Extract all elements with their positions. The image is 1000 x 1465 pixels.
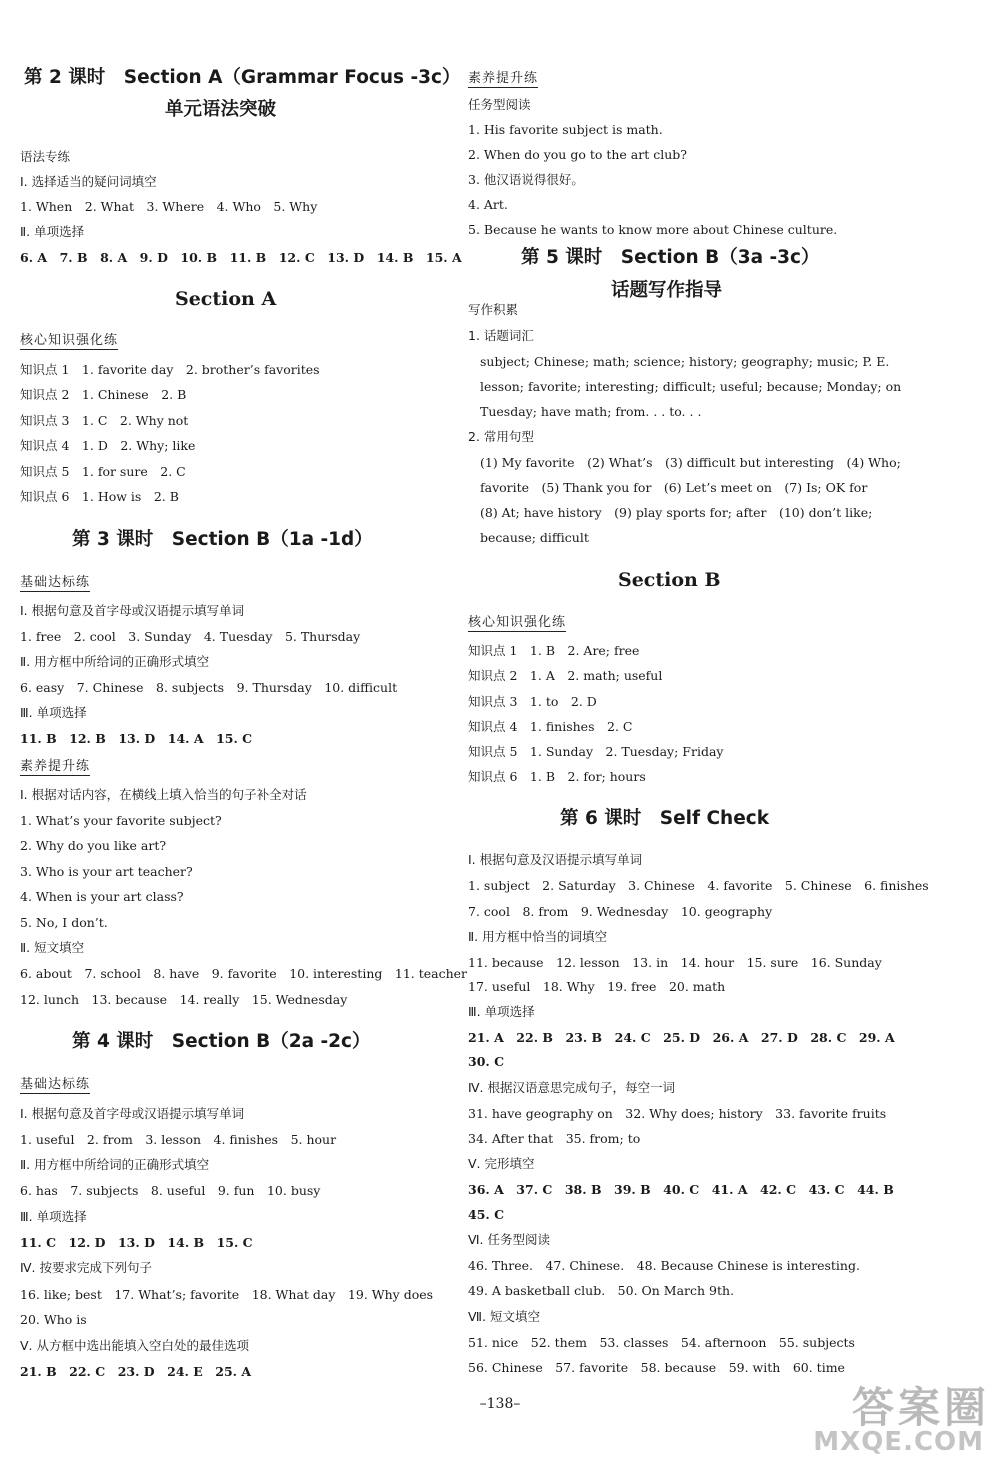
answer-line: 1. When 2. What 3. Where 4. Who 5. Why <box>20 199 318 214</box>
exercise-title: 1. 话题词汇 <box>468 328 534 343</box>
answer-line: subject; Chinese; math; science; history; geography; music; P. E. <box>480 354 890 369</box>
answer-line: 45. C <box>468 1207 505 1222</box>
core-knowledge-label: 核心知识强化练 <box>468 615 567 630</box>
exercise-title: Ⅶ. 短文填空 <box>468 1309 540 1324</box>
answer-line: 11. B 12. B 13. D 14. A 15. C <box>20 731 253 746</box>
answer-line: because; difficult <box>480 530 589 545</box>
page-number: –138– <box>479 1396 521 1412</box>
watermark-text: 答案圈 <box>851 1383 990 1432</box>
answer-line: 21. A 22. B 23. B 24. C 25. D 26. A 27. D 28. C 29. A <box>468 1030 895 1045</box>
exercise-title: Ⅱ. 用方框中恰当的词填空 <box>468 929 608 944</box>
answer-line: 56. Chinese 57. favorite 58. because 59. with 60. time <box>468 1360 845 1375</box>
lesson-2-subheading: 单元语法突破 <box>165 99 277 120</box>
exercise-title: Ⅴ. 完形填空 <box>468 1156 535 1171</box>
knowledge-point-line: 知识点 1 1. B 2. Are; free <box>468 643 640 658</box>
exercise-title: Ⅱ. 短文填空 <box>20 940 85 955</box>
exercise-title: Ⅲ. 单项选择 <box>20 705 87 720</box>
answer-line: 1. free 2. cool 3. Sunday 4. Tuesday 5. Thursday <box>20 629 361 644</box>
knowledge-point-line: 知识点 2 1. Chinese 2. B <box>20 387 187 402</box>
exercise-title: Ⅴ. 从方框中选出能填入空白处的最佳选项 <box>20 1338 249 1353</box>
basic-practice-label: 基础达标练 <box>20 575 91 590</box>
answer-line: 11. because 12. lesson 13. in 14. hour 15. sure 16. Sunday <box>468 955 882 970</box>
exercise-title: Ⅰ. 根据对话内容，在横线上填入恰当的句子补全对话 <box>20 787 307 802</box>
exercise-title: Ⅲ. 单项选择 <box>20 1209 87 1224</box>
answer-line: 6. A 7. B 8. A 9. D 10. B 11. B 12. C 13. D 14. B 15. A <box>20 250 462 265</box>
answer-line: 12. lunch 13. because 14. really 15. Wednesday <box>20 992 348 1007</box>
lesson-3-heading: 第 3 课时 Section B（1a -1d） <box>72 529 373 550</box>
section-a-heading: Section A <box>175 288 277 310</box>
lesson-4-heading: 第 4 课时 Section B（2a -2c） <box>72 1031 371 1052</box>
watermark-url: MXQE.COM <box>813 1427 984 1457</box>
answer-line: 5. Because he wants to know more about Chinese culture. <box>468 222 838 237</box>
knowledge-point-line: 知识点 4 1. finishes 2. C <box>468 719 633 734</box>
task-reading-label: 任务型阅读 <box>468 97 531 112</box>
exercise-title: Ⅰ. 根据句意及汉语提示填写单词 <box>468 852 643 867</box>
knowledge-point-line: 知识点 5 1. Sunday 2. Tuesday; Friday <box>468 744 724 759</box>
exercise-title: Ⅱ. 用方框中所给词的正确形式填空 <box>20 1157 210 1172</box>
grammar-practice-label: 语法专练 <box>20 149 71 164</box>
answer-line: 20. Who is <box>20 1312 87 1327</box>
basic-practice-label: 基础达标练 <box>20 1077 91 1092</box>
answer-line: 6. has 7. subjects 8. useful 9. fun 10. busy <box>20 1183 321 1198</box>
answer-line: 1. What’s your favorite subject? <box>20 813 222 828</box>
answer-line: 4. Art. <box>468 197 508 212</box>
answer-line: lesson; favorite; interesting; difficult; useful; because; Monday; on <box>480 379 902 394</box>
answer-line: 31. have geography on 32. Why does; history 33. favorite fruits <box>468 1106 887 1121</box>
lesson-6-heading: 第 6 课时 Self Check <box>560 808 770 829</box>
lesson-5-subheading: 话题写作指导 <box>611 280 723 301</box>
answer-line: 11. C 12. D 13. D 14. B 15. C <box>20 1235 253 1250</box>
exercise-title: Ⅰ. 选择适当的疑问词填空 <box>20 174 157 189</box>
knowledge-point-line: 知识点 3 1. C 2. Why not <box>20 413 189 428</box>
answer-line: 3. Who is your art teacher? <box>20 864 193 879</box>
answer-line: 1. His favorite subject is math. <box>468 122 663 137</box>
literacy-practice-label: 素养提升练 <box>20 759 91 774</box>
exercise-title: Ⅳ. 按要求完成下列句子 <box>20 1260 152 1275</box>
answer-line: 49. A basketball club. 50. On March 9th. <box>468 1283 735 1298</box>
knowledge-point-line: 知识点 4 1. D 2. Why; like <box>20 438 196 453</box>
answer-line: 36. A 37. C 38. B 39. B 40. C 41. A 42. C 43. C 44. B <box>468 1182 894 1197</box>
knowledge-point-line: 知识点 2 1. A 2. math; useful <box>468 668 663 683</box>
exercise-title: 2. 常用句型 <box>468 429 534 444</box>
answer-line: 30. C <box>468 1054 505 1069</box>
answer-line: 16. like; best 17. What’s; favorite 18. What day 19. Why does <box>20 1287 434 1302</box>
exercise-title: Ⅱ. 单项选择 <box>20 224 85 239</box>
watermark-logo <box>760 1375 990 1457</box>
knowledge-point-line: 知识点 3 1. to 2. D <box>468 694 597 709</box>
answer-line: (1) My favorite (2) What’s (3) difficult but interesting (4) Who; <box>480 455 901 470</box>
knowledge-point-line: 知识点 6 1. How is 2. B <box>20 489 179 504</box>
answer-line: 21. B 22. C 23. D 24. E 25. A <box>20 1364 252 1379</box>
exercise-title: Ⅳ. 根据汉语意思完成句子，每空一词 <box>468 1080 675 1095</box>
answer-line: 17. useful 18. Why 19. free 20. math <box>468 979 726 994</box>
answer-line: 2. Why do you like art? <box>20 838 167 853</box>
answer-line: 51. nice 52. them 53. classes 54. afternoon 55. subjects <box>468 1335 855 1350</box>
answer-line: (8) At; have history (9) play sports for; after (10) don’t like; <box>480 505 873 520</box>
exercise-title: Ⅲ. 单项选择 <box>468 1004 535 1019</box>
knowledge-point-line: 知识点 6 1. B 2. for; hours <box>468 769 646 784</box>
exercise-title: Ⅵ. 任务型阅读 <box>468 1232 550 1247</box>
answer-line: favorite (5) Thank you for (6) Let’s meet on (7) Is; OK for <box>480 480 868 495</box>
answer-line: Tuesday; have math; from. . . to. . . <box>480 404 702 419</box>
core-knowledge-label: 核心知识强化练 <box>20 333 119 348</box>
answer-line: 1. subject 2. Saturday 3. Chinese 4. favorite 5. Chinese 6. finishes <box>468 878 929 893</box>
answer-line: 2. When do you go to the art club? <box>468 147 687 162</box>
answer-line: 6. easy 7. Chinese 8. subjects 9. Thursday 10. difficult <box>20 680 398 695</box>
section-b-heading: Section B <box>618 569 721 591</box>
answer-line: 5. No, I don’t. <box>20 915 108 930</box>
writing-accumulation-label: 写作积累 <box>468 302 519 317</box>
knowledge-point-line: 知识点 5 1. for sure 2. C <box>20 464 186 479</box>
knowledge-point-line: 知识点 1 1. favorite day 2. brother’s favorites <box>20 362 320 377</box>
answer-line: 7. cool 8. from 9. Wednesday 10. geography <box>468 904 773 919</box>
answer-line: 6. about 7. school 8. have 9. favorite 10. interesting 11. teacher <box>20 966 468 981</box>
literacy-practice-label: 素养提升练 <box>468 71 539 86</box>
exercise-title: Ⅰ. 根据句意及首字母或汉语提示填写单词 <box>20 1106 245 1121</box>
lesson-5-heading: 第 5 课时 Section B（3a -3c） <box>521 247 820 268</box>
answer-line: 3. 他汉语说得很好。 <box>468 172 584 187</box>
answer-line: 46. Three. 47. Chinese. 48. Because Chinese is interesting. <box>468 1258 860 1273</box>
answer-line: 34. After that 35. from; to <box>468 1131 641 1146</box>
exercise-title: Ⅰ. 根据句意及首字母或汉语提示填写单词 <box>20 603 245 618</box>
exercise-title: Ⅱ. 用方框中所给词的正确形式填空 <box>20 654 210 669</box>
lesson-2-heading: 第 2 课时 Section A（Grammar Focus -3c） <box>24 67 461 88</box>
answer-line: 4. When is your art class? <box>20 889 184 904</box>
answer-line: 1. useful 2. from 3. lesson 4. finishes 5. hour <box>20 1132 337 1147</box>
